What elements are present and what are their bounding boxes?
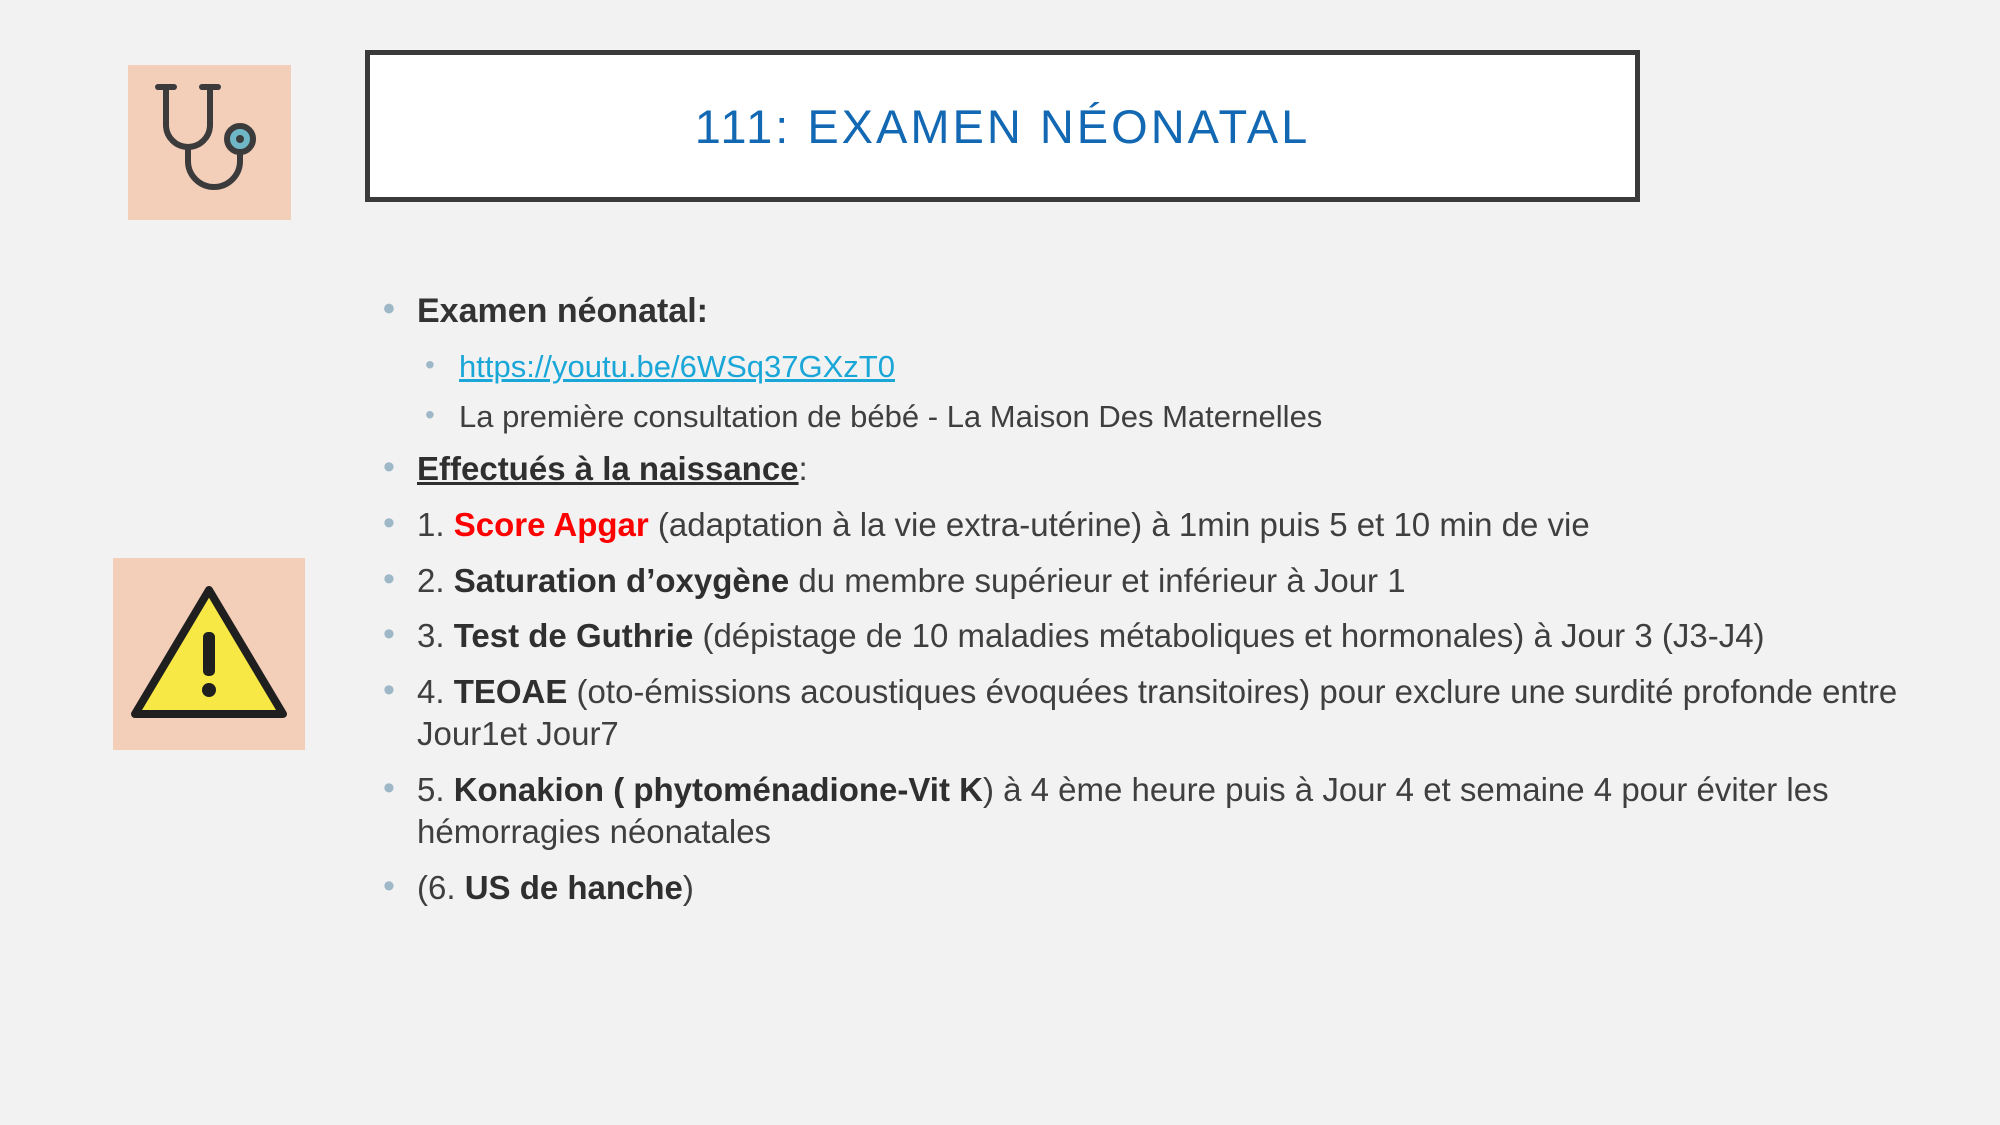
list-item-2 [375, 560, 1935, 602]
subsection-heading-colon: : [798, 449, 808, 487]
item-5-rest: ) à 4 ème heure puis à Jour 4 et semaine 4 pour éviter les hémorragies néonatales [417, 771, 1829, 851]
item-2-number: 2. [417, 561, 454, 599]
item-3-number: 3. [417, 617, 454, 655]
item-5-number: 5. [417, 771, 454, 809]
item-1-number: 1. [417, 505, 454, 543]
slide-body [375, 290, 1935, 923]
sub-list-wrapper [375, 347, 1935, 438]
bullet-list [375, 290, 1935, 909]
video-title-text: La première consultation de bébé - La Maison Des Maternelles [459, 399, 1323, 435]
item-6-emphasis: US de hanche [464, 869, 683, 907]
list-item-4 [375, 671, 1935, 755]
item-3-rest: (dépistage de 10 maladies métaboliques et hormonales) à Jour 3 (J3-J4) [693, 617, 1765, 655]
list-item-5 [375, 769, 1935, 853]
item-6-number: (6. [417, 869, 465, 907]
item-5-emphasis: Konakion ( phytoménadione-Vit K [453, 771, 983, 809]
stethoscope-icon [128, 65, 291, 220]
item-6-rest: ) [682, 869, 694, 907]
item-2-emphasis: Saturation d’oxygène [453, 561, 790, 599]
item-1-rest: (adaptation à la vie extra-utérine) à 1min puis 5 et 10 min de vie [648, 505, 1590, 543]
list-item-video-link[interactable] [417, 347, 1935, 387]
item-4-emphasis: TEOAE [453, 673, 568, 711]
list-item-section-heading [375, 290, 1935, 333]
sub-bullet-list [375, 347, 1935, 438]
item-4-number: 4. [417, 673, 454, 711]
item-4-rest: (oto-émissions acoustiques évoquées transitoires) pour exclure une surdité profonde entre Jour1et Jour7 [417, 673, 1898, 753]
subsection-heading-text: Effectués à la naissance [417, 449, 799, 487]
list-item-video-title [417, 397, 1935, 437]
item-3-emphasis: Test de Guthrie [453, 617, 694, 655]
list-item-6 [375, 867, 1935, 909]
list-item-3 [375, 615, 1935, 657]
page-title: 111: EXAMEN NÉONATAL [694, 99, 1311, 153]
slide-title-box [365, 50, 1640, 202]
list-item-subsection-heading [375, 448, 1935, 490]
item-2-rest: du membre supérieur et inférieur à Jour 1 [789, 561, 1406, 599]
item-1-emphasis: Score Apgar [453, 505, 649, 543]
warning-triangle-icon [113, 558, 305, 750]
list-item-1 [375, 504, 1935, 546]
section-heading-text: Examen néonatal: [417, 292, 708, 330]
video-url-link[interactable]: https://youtu.be/6WSq37GXzT0 [459, 349, 895, 385]
